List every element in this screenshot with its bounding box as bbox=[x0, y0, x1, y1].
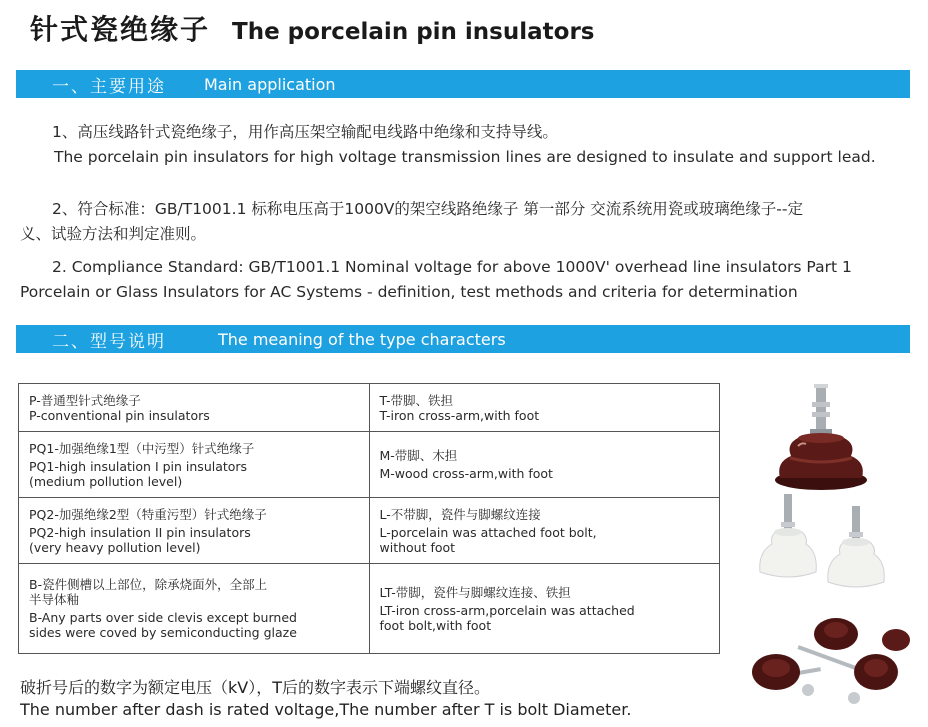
cell-line: T-iron cross-arm,with foot bbox=[379, 407, 540, 423]
cell-line: LT-带脚，瓷件与脚螺纹连接、铁担 bbox=[379, 584, 571, 600]
cell-line: LT-iron cross-arm,porcelain was attached bbox=[379, 602, 635, 618]
standard-paragraph-en bbox=[20, 255, 912, 305]
cell-line: P-普通型针式绝缘子 bbox=[29, 392, 141, 408]
cell-line: B-Any parts over side clevis except burned bbox=[29, 610, 297, 625]
cell-line: sides were coved by semiconducting glaze bbox=[29, 625, 297, 640]
brown-insulator-group-image bbox=[752, 618, 910, 704]
cell-line: B-瓷件侧槽以上部位，除承烧面外，全部上 bbox=[29, 577, 268, 592]
cell-line: T-带脚、铁担 bbox=[379, 392, 453, 408]
table-cell-left bbox=[19, 384, 370, 432]
cell-line: 半导体釉 bbox=[29, 592, 80, 607]
application-paragraph bbox=[20, 120, 912, 170]
table-cell-right bbox=[369, 564, 720, 654]
table-cell-right bbox=[369, 384, 720, 432]
section-title-en: The meaning of the type characters bbox=[218, 329, 506, 349]
table-cell-left bbox=[19, 564, 370, 654]
section-title-en: Main application bbox=[204, 74, 336, 94]
table-cell-right bbox=[369, 498, 720, 564]
insulator-photos bbox=[736, 372, 916, 722]
table-cell-right bbox=[369, 432, 720, 498]
cell-line: (very heavy pollution level) bbox=[29, 539, 201, 555]
cell-line: P-conventional pin insulators bbox=[29, 407, 210, 423]
standard-text-en-line2: Porcelain or Glass Insulators for AC Systems - definition, test methods and criteria for determination bbox=[20, 283, 798, 301]
cell-line: L-porcelain was attached foot bolt, bbox=[379, 524, 597, 540]
table-row bbox=[19, 384, 720, 432]
section-header-type-characters bbox=[16, 325, 910, 353]
footer-note-cn: 破折号后的数字为额定电压（kV），T后的数字表示下端螺纹直径。 bbox=[20, 678, 490, 697]
standard-paragraph-cn bbox=[20, 197, 912, 247]
brown-pin-insulator-image bbox=[775, 384, 867, 490]
standard-text-en-line1: 2. Compliance Standard: GB/T1001.1 Nominal voltage for above 1000V' overhead line insulators Part 1 bbox=[52, 258, 852, 276]
table-cell-left bbox=[19, 498, 370, 564]
section-title-cn: 二、型号说明 bbox=[52, 331, 166, 352]
cell-line: (medium pollution level) bbox=[29, 473, 183, 489]
footer-note bbox=[20, 677, 631, 721]
page-title bbox=[30, 8, 594, 48]
table-row bbox=[19, 498, 720, 564]
application-text-en: The porcelain pin insulators for high voltage transmission lines are designed to insulate and support lead. bbox=[54, 148, 876, 166]
table-cell-left bbox=[19, 432, 370, 498]
cell-line: foot bolt,with foot bbox=[379, 617, 492, 633]
cell-line: M-wood cross-arm,with foot bbox=[379, 466, 553, 481]
page-title-en: The porcelain pin insulators bbox=[232, 19, 595, 45]
cell-line: PQ1-high insulation I pin insulators bbox=[29, 458, 248, 474]
page-title-cn: 针式瓷绝缘子 bbox=[30, 13, 211, 46]
cell-line: without foot bbox=[379, 539, 456, 555]
application-text-cn: 1、高压线路针式瓷绝缘子，用作高压架空输配电线路中绝缘和支持导线。 bbox=[52, 123, 558, 141]
cell-line: PQ2-加强绝缘2型（特重污型）针式绝缘子 bbox=[29, 506, 267, 522]
cell-line: L-不带脚，瓷件与脚螺纹连接 bbox=[379, 506, 541, 522]
cell-line: PQ1-加强绝缘1型（中污型）针式绝缘子 bbox=[29, 440, 255, 456]
section-header-main-application bbox=[16, 70, 910, 98]
cell-line: PQ2-high insulation II pin insulators bbox=[29, 524, 251, 540]
standard-text-cn-line1: 2、符合标准：GB/T1001.1 标称电压高于1000V的架空线路绝缘子 第一部分 交流系统用瓷或玻璃绝缘子--定 bbox=[52, 200, 803, 218]
table-row bbox=[19, 432, 720, 498]
standard-text-cn-line2: 义、试验方法和判定准则。 bbox=[20, 225, 207, 243]
table-row bbox=[19, 564, 720, 654]
footer-note-en: The number after dash is rated voltage,The number after T is bolt Diameter. bbox=[20, 700, 632, 719]
cell-line: M-带脚、木担 bbox=[379, 448, 458, 463]
white-pin-insulators-image bbox=[760, 494, 885, 587]
section-title-cn: 一、主要用途 bbox=[52, 76, 166, 97]
type-characters-table bbox=[18, 383, 720, 654]
